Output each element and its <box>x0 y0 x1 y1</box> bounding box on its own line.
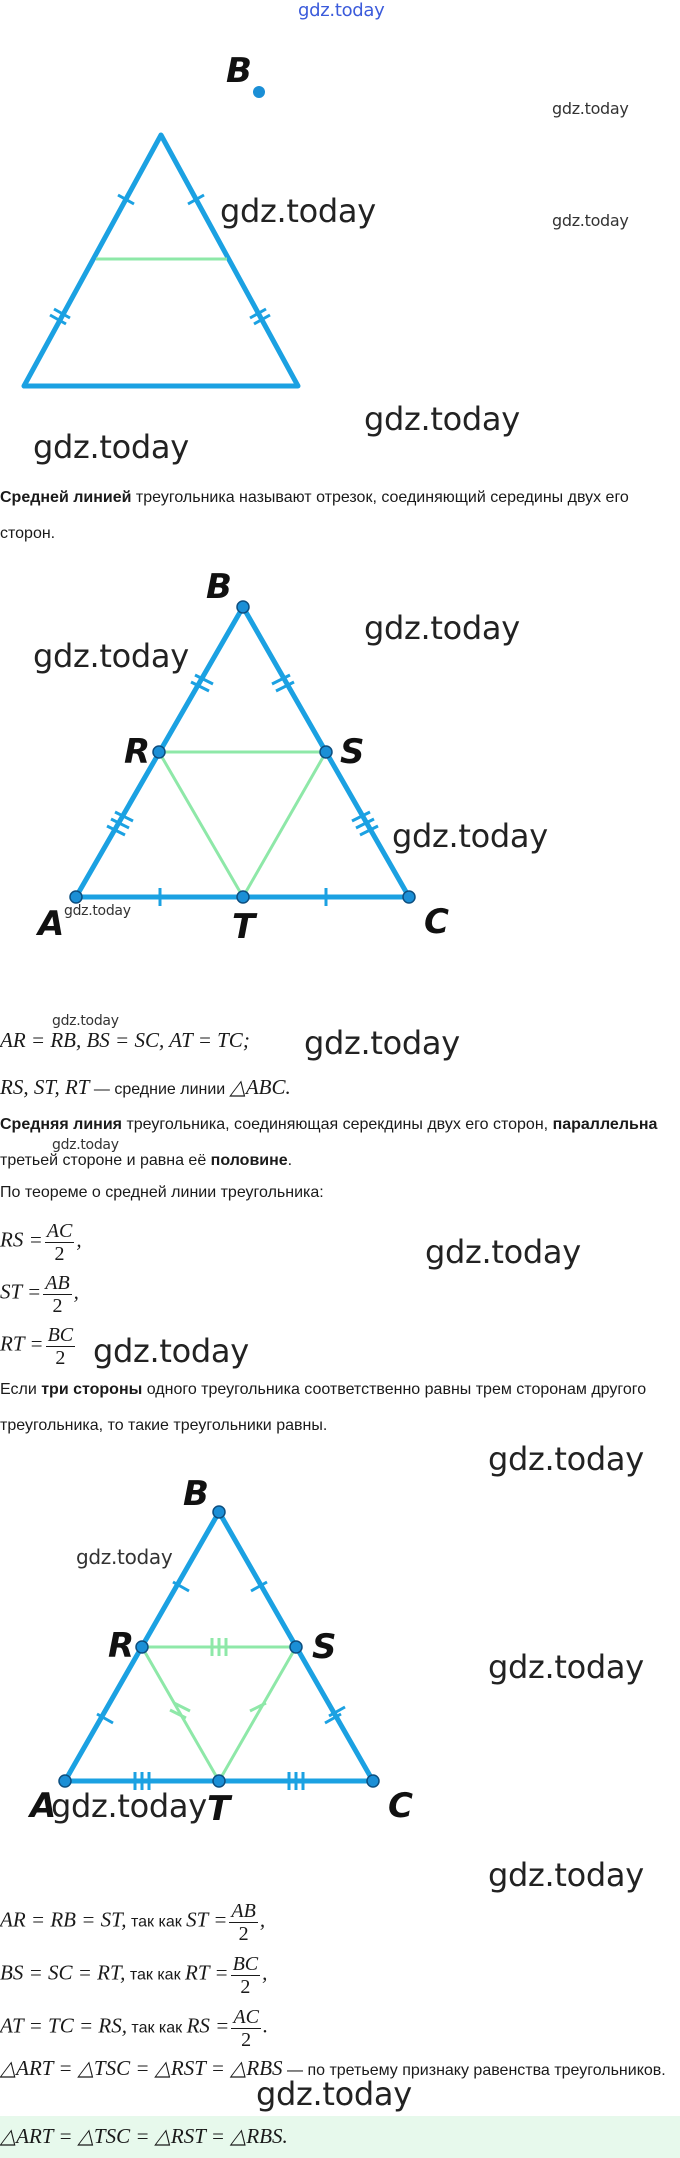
fig3-green-ticks <box>170 1638 266 1718</box>
fig2-midlines <box>159 752 326 897</box>
watermark: gdz.today <box>93 1332 249 1370</box>
fig3-label-r: R <box>108 1626 135 1666</box>
final-answer: △ART = △TSC = △RST = △RBS. <box>0 2124 288 2148</box>
midline-equation-rs: RS = $\frac{AC}{2}$ , <box>0 1220 82 1265</box>
theorem-intro: По теореме о средней линии треугольника: <box>0 1184 324 1201</box>
fig2-label-s: S <box>340 732 365 772</box>
definition-midline: Средней линией треугольника называют отрезок, соединяющий середины двух его сторон. <box>0 489 629 542</box>
fig2-tick-marks <box>107 675 378 906</box>
fig2-label-c: C <box>424 902 449 942</box>
watermark: gdz.today <box>488 1856 644 1894</box>
fig3-tick-marks <box>97 1582 345 1790</box>
fig2-label-a: A <box>38 904 65 944</box>
midline-equation-rt: RT = $\frac{BC}{2}$ <box>0 1324 74 1369</box>
watermark: gdz.today <box>220 192 376 230</box>
watermark: gdz.today <box>76 1545 173 1569</box>
watermark: gdz.today <box>51 1787 207 1825</box>
fig3-label-c: C <box>388 1786 413 1826</box>
equation-equal-segments: AR = RB, BS = SC, AT = TC; <box>0 1028 250 1052</box>
watermark: gdz.today <box>256 2075 412 2113</box>
watermark: gdz.today <box>488 1440 644 1478</box>
midline-equation-st: ST = $\frac{AB}{2}$ , <box>0 1272 79 1317</box>
conclusion: △ART = △TSC = △RST = △RBS — по третьему признаку равенства треугольников. <box>0 2056 666 2080</box>
watermark: gdz.today <box>64 903 131 919</box>
fig3-midlines <box>142 1647 296 1781</box>
watermark: gdz.today <box>488 1648 644 1686</box>
fig3-label-b: B <box>183 1474 209 1514</box>
fig1-dot <box>253 86 265 98</box>
watermark: gdz.today <box>33 428 189 466</box>
equation-row-1: AR = RB = ST, так как ST = $\frac{AB}{2}$ , <box>0 1900 266 1945</box>
equation-row-3: AT = TC = RS, так как RS = $\frac{AC}{2}$ . <box>0 2006 269 2051</box>
definition-sss: Если три стороны одного треугольника соответственно равны трем сторонам другого треугольника, то такие треугольники равны. <box>0 1381 647 1434</box>
watermark: gdz.today <box>364 400 520 438</box>
fig2-label-r: R <box>124 732 151 772</box>
fig3-label-s: S <box>312 1627 337 1667</box>
watermark: gdz.today <box>552 99 629 118</box>
equation-row-2: BS = SC = RT, так как RT = $\frac{BC}{2}$ , <box>0 1953 268 1998</box>
fig3-label-a: A <box>30 1786 57 1826</box>
equation-midlines: RS, ST, RT — средние линии △ABC. <box>0 1075 291 1099</box>
figure-3-equal-triangles <box>0 1460 480 1830</box>
fig2-label-t: T <box>232 907 256 947</box>
watermark: gdz.today <box>552 211 629 230</box>
fig3-label-t: T <box>207 1789 231 1829</box>
watermark: gdz.today <box>33 637 189 675</box>
watermark: gdz.today <box>304 1024 460 1062</box>
fig2-label-b: B <box>206 567 232 607</box>
watermark: gdz.today <box>52 1013 119 1029</box>
watermark: gdz.today <box>392 817 548 855</box>
definition-midline-property: Средняя линия треугольника, соединяющая серекдины двух его сторон, параллельна третьей стороне и равна её половине. <box>0 1116 658 1169</box>
watermark: gdz.today <box>52 1137 119 1153</box>
top-watermark: gdz.today <box>298 0 385 21</box>
fig1-label-b: B <box>226 51 252 91</box>
watermark: gdz.today <box>364 609 520 647</box>
watermark: gdz.today <box>425 1233 581 1271</box>
